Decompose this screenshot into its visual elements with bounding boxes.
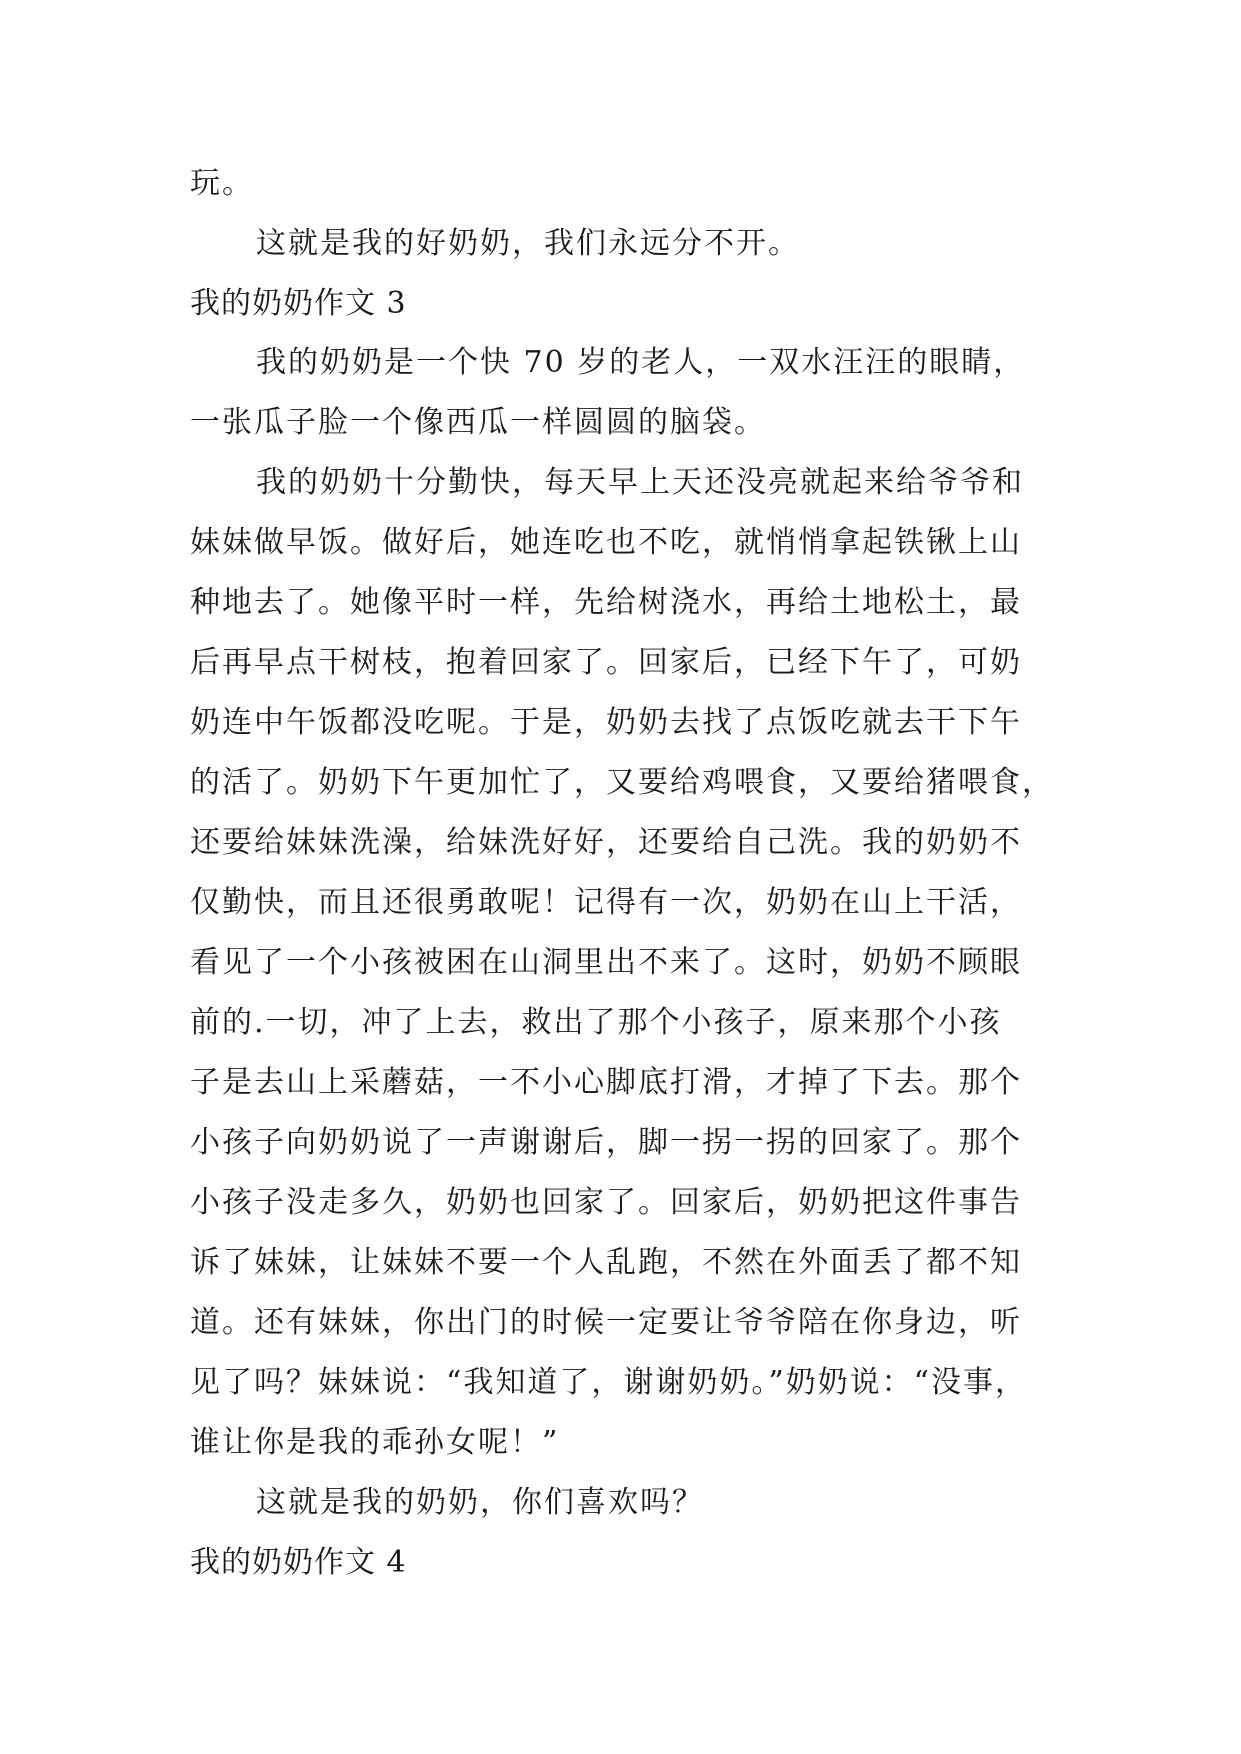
paragraph-line: 一张瓜子脸一个像西瓜一样圆圆的脑袋。 bbox=[190, 405, 766, 440]
paragraph-line: 这就是我的奶奶，你们喜欢吗？ bbox=[256, 1485, 704, 1520]
paragraph-line: 小孩子向奶奶说了一声谢谢后，脚一拐一拐的回家了。那个 bbox=[190, 1125, 1022, 1160]
paragraph-line: 前的.一切，冲了上去，救出了那个小孩子，原来那个小孩 bbox=[190, 1005, 1002, 1040]
paragraph-line: 见了吗？妹妹说：“我知道了，谢谢奶奶。”奶奶说：“没事， bbox=[190, 1365, 1028, 1400]
section-heading: 我的奶奶作文 4 bbox=[190, 1545, 407, 1580]
section-heading: 我的奶奶作文 3 bbox=[190, 286, 407, 321]
paragraph-line: 玩。 bbox=[190, 166, 254, 201]
paragraph-line: 看见了一个小孩被困在山洞里出不来了。这时，奶奶不顾眼 bbox=[190, 945, 1022, 980]
paragraph-line: 妹妹做早饭。做好后，她连吃也不吃，就悄悄拿起铁锹上山 bbox=[190, 525, 1022, 560]
paragraph-line: 道。还有妹妹，你出门的时候一定要让爷爷陪在你身边，听 bbox=[190, 1305, 1022, 1340]
paragraph-line: 仅勤快，而且还很勇敢呢！记得有一次，奶奶在山上干活， bbox=[190, 885, 1022, 920]
paragraph-line: 小孩子没走多久，奶奶也回家了。回家后，奶奶把这件事告 bbox=[190, 1185, 1022, 1220]
paragraph-line: 我的奶奶十分勤快，每天早上天还没亮就起来给爷爷和 bbox=[256, 465, 1024, 500]
paragraph-line: 诉了妹妹，让妹妹不要一个人乱跑，不然在外面丢了都不知 bbox=[190, 1245, 1022, 1280]
paragraph-line: 还要给妹妹洗澡，给妹洗好好，还要给自己洗。我的奶奶不 bbox=[190, 825, 1022, 860]
paragraph-line: 子是去山上采蘑菇，一不小心脚底打滑，才掉了下去。那个 bbox=[190, 1065, 1022, 1100]
paragraph-line: 的活了。奶奶下午更加忙了，又要给鸡喂食，又要给猪喂食， bbox=[190, 765, 1054, 800]
paragraph-line: 谁让你是我的乖孙女呢！” bbox=[190, 1425, 560, 1460]
paragraph-line: 奶连中午饭都没吃呢。于是，奶奶去找了点饭吃就去干下午 bbox=[190, 705, 1022, 740]
paragraph-line: 后再早点干树枝，抱着回家了。回家后，已经下午了，可奶 bbox=[190, 645, 1022, 680]
paragraph-line: 我的奶奶是一个快 70 岁的老人，一双水汪汪的眼睛， bbox=[256, 345, 1026, 380]
paragraph-line: 种地去了。她像平时一样，先给树浇水，再给土地松土，最 bbox=[190, 585, 1022, 620]
paragraph-line: 这就是我的好奶奶，我们永远分不开。 bbox=[256, 226, 800, 261]
